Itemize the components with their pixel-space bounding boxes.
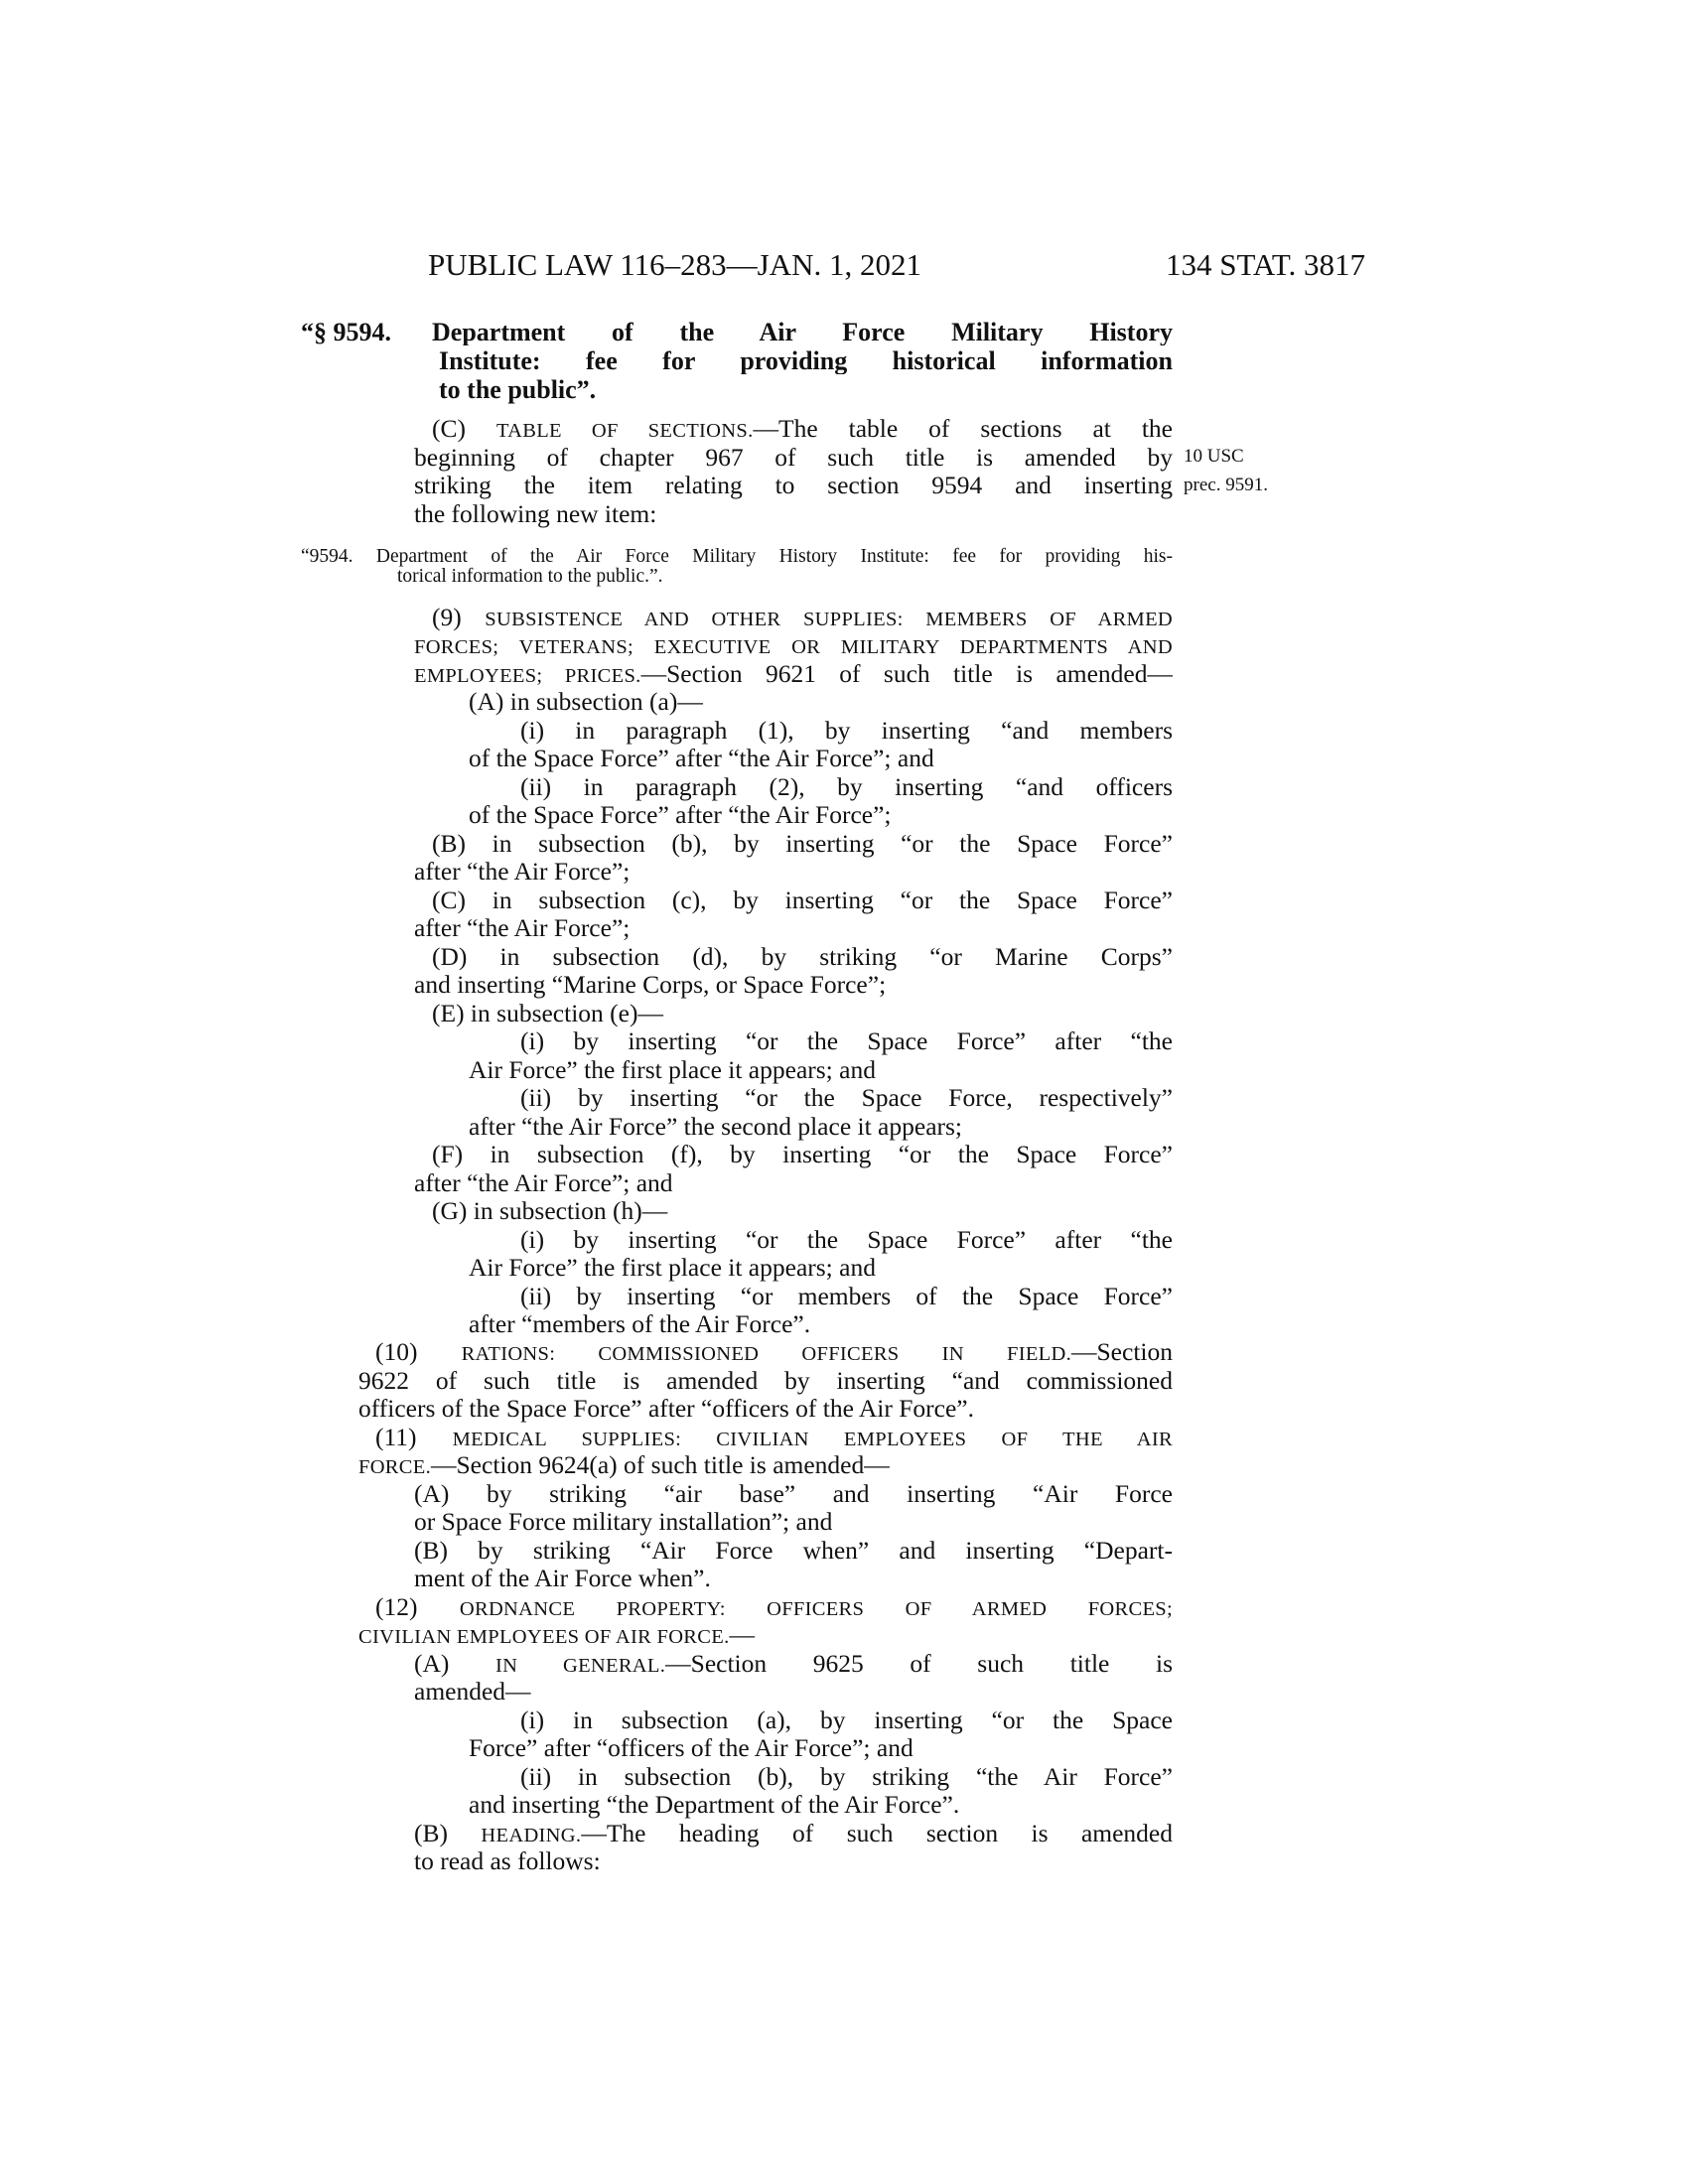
body-text-line (520, 1084, 1173, 1112)
body-text-line (414, 914, 1173, 942)
body-text-line (414, 1847, 1173, 1875)
body-text-line (414, 1650, 1173, 1678)
line-pre: Force” after “officers of the Air Force”; and (469, 1733, 914, 1763)
line-pre: amended— (414, 1677, 531, 1706)
body-text-line (432, 604, 1173, 631)
line-pre: (C) (432, 415, 496, 443)
line-pre: or Space Force military installation”; and (414, 1507, 833, 1537)
body-text-line (358, 1367, 1173, 1395)
line-pre: after “the Air Force”; (414, 913, 631, 943)
body-text-line (432, 1197, 1173, 1225)
line-sc: EMPLOYEES; PRICES. (414, 664, 641, 687)
line-sc: IN GENERAL. (495, 1654, 666, 1677)
line-sc: CIVILIAN EMPLOYEES OF AIR FORCE. (358, 1626, 730, 1649)
line-post: —Section 9625 of such title is (665, 1649, 1173, 1678)
body-text-line (520, 717, 1173, 745)
line-pre: Air Force” the first place it appears; and (469, 1253, 876, 1283)
body-text-line (358, 1451, 1173, 1479)
line-pre: Air Force” the first place it appears; and (469, 1054, 876, 1084)
line-post: —The heading of such section is amended (581, 1819, 1173, 1847)
table-of-sections-line (432, 415, 1173, 443)
body-text-line (469, 745, 1173, 772)
line-pre: after “the Air Force”; (414, 857, 631, 887)
body-text-line (414, 858, 1173, 886)
line-pre: (12) (375, 1592, 460, 1621)
section-heading-line: Institute: fee for providing historical information (439, 346, 1173, 374)
body-text-line (520, 1283, 1173, 1310)
body-text-line (432, 830, 1173, 858)
margin-note: 10 USC (1184, 446, 1244, 467)
line-pre: to read as follows: (414, 1846, 601, 1876)
line-pre: (9) (432, 604, 486, 631)
body-text-line (414, 631, 1173, 659)
page-number: 134 STAT. 3817 (1165, 247, 1365, 282)
line-pre: of the Space Force” after “the Air Force”; and (469, 744, 934, 773)
line-pre: (G) in subsection (h)— (432, 1196, 668, 1226)
table-item-line: “9594. Department of the Air Force Military History Institute: fee for providing his- (301, 547, 1173, 567)
body-text-line (414, 1537, 1173, 1565)
body-text-line (358, 1395, 1173, 1423)
body-text-line (375, 1593, 1173, 1621)
table-of-sections-line (414, 472, 1173, 499)
line-pre: ment of the Air Force when”. (414, 1564, 711, 1593)
line-pre: (F) in subsection (f), by inserting “or the Space Force” (432, 1141, 1173, 1169)
running-header-title: PUBLIC LAW 116–283—JAN. 1, 2021 (428, 247, 921, 282)
line-pre: the following new item: (414, 498, 657, 528)
body-text-line (469, 1791, 1173, 1819)
line-pre: (10) (375, 1338, 462, 1367)
line-pre: (ii) by inserting “or the Space Force, respectively” (520, 1084, 1173, 1113)
line-pre: beginning of chapter 967 of such title is amended by (414, 443, 1173, 472)
body-text-line (414, 660, 1173, 688)
body-text-line (520, 1706, 1173, 1734)
line-pre: (ii) by inserting “or members of the Space Force” (520, 1282, 1173, 1310)
line-pre: (C) in subsection (c), by inserting “or the Space Force” (432, 886, 1173, 914)
section-number: “§ 9594. (301, 318, 391, 346)
line-pre: of the Space Force” after “the Air Force”; (469, 800, 892, 830)
line-pre: (11) (375, 1423, 453, 1451)
line-pre: after “the Air Force”; and (414, 1167, 673, 1197)
body-text-line (432, 943, 1173, 971)
line-pre: (ii) in subsection (b), by striking “the Air Force” (520, 1762, 1173, 1791)
line-pre: (A) (414, 1649, 496, 1678)
line-post: —Section 9621 of such title is amended— (640, 659, 1173, 688)
body-text-line (469, 688, 1173, 716)
line-pre: after “members of the Air Force”. (469, 1309, 811, 1338)
line-sc: FORCES; VETERANS; EXECUTIVE OR MILITARY DEPARTMENTS AND (414, 636, 1173, 659)
body-text-line (469, 1056, 1173, 1084)
body-text-line (358, 1621, 1173, 1649)
body-text-line (414, 1480, 1173, 1508)
line-pre: (E) in subsection (e)— (432, 998, 663, 1027)
line-pre: (B) by striking “Air Force when” and inserting “Depart- (414, 1536, 1173, 1565)
body-text-line (432, 1000, 1173, 1027)
line-pre: and inserting “Marine Corps, or Space Force”; (414, 970, 887, 1000)
body-text-line (414, 1565, 1173, 1592)
line-pre: (i) by inserting “or the Space Force” after “the (520, 1027, 1173, 1056)
line-pre: 9622 of such title is amended by inserting “and commissioned (358, 1366, 1173, 1395)
body-text-line (469, 1254, 1173, 1282)
line-pre: (B) (414, 1819, 482, 1847)
body-text-line (375, 1338, 1173, 1366)
line-pre: (ii) in paragraph (2), by inserting “and officers (520, 772, 1173, 801)
line-post: — (729, 1620, 755, 1650)
table-of-sections-line (414, 444, 1173, 472)
body-text-line (520, 773, 1173, 801)
body-text-line (469, 1310, 1173, 1338)
margin-note: prec. 9591. (1184, 475, 1268, 495)
line-post: —Section 9624(a) of such title is amended— (431, 1450, 890, 1480)
body-text-line (432, 887, 1173, 914)
line-pre: (D) in subsection (d), by striking “or Marine Corps” (432, 942, 1173, 971)
line-post: —Section (1071, 1338, 1173, 1367)
line-sc: HEADING. (481, 1824, 582, 1846)
body-text-line (520, 1027, 1173, 1055)
body-text-line (414, 1678, 1173, 1706)
body-text-line (414, 1508, 1173, 1536)
line-pre: (i) in paragraph (1), by inserting “and members (520, 716, 1173, 745)
line-pre: officers of the Space Force” after “officers of the Air Force”. (358, 1394, 974, 1424)
line-sc: FORCE. (358, 1456, 431, 1479)
body-text-line (414, 1820, 1173, 1847)
line-sc: MEDICAL SUPPLIES: CIVILIAN EMPLOYEES OF THE AIR (452, 1428, 1173, 1450)
line-pre: after “the Air Force” the second place it appears; (469, 1111, 963, 1141)
line-sc: TABLE OF SECTIONS. (495, 420, 754, 442)
body-text-line (432, 1141, 1173, 1168)
body-text-line (414, 971, 1173, 999)
line-pre: (i) in subsection (a), by inserting “or the Space (520, 1706, 1173, 1734)
body-text-line (414, 1169, 1173, 1197)
body-text-line (520, 1226, 1173, 1254)
body-text-line (375, 1424, 1173, 1451)
body-text-line (469, 801, 1173, 829)
line-pre: (A) in subsection (a)— (469, 687, 703, 717)
body-text-line (469, 1734, 1173, 1762)
line-pre: (B) in subsection (b), by inserting “or the Space Force” (432, 829, 1173, 858)
table-item-line: torical information to the public.”. (397, 566, 663, 587)
body-text-line (469, 1113, 1173, 1141)
line-post: —The table of sections at the (753, 415, 1173, 443)
line-pre: (A) by striking “air base” and inserting “Air Force (414, 1479, 1173, 1508)
line-sc: RATIONS: COMMISSIONED OFFICERS IN FIELD. (461, 1343, 1071, 1366)
line-sc: SUBSISTENCE AND OTHER SUPPLIES: MEMBERS OF ARMED (485, 609, 1173, 630)
line-pre: (i) by inserting “or the Space Force” after “the (520, 1225, 1173, 1254)
body-text-line (520, 1763, 1173, 1791)
line-pre: striking the item relating to section 9594 and inserting (414, 472, 1173, 500)
section-heading-line: to the public”. (439, 375, 597, 404)
table-of-sections-line (414, 500, 1173, 528)
section-heading-line: Department of the Air Force Military History (432, 318, 1173, 345)
line-pre: and inserting “the Department of the Air Force”. (469, 1790, 960, 1820)
line-sc: ORDNANCE PROPERTY: OFFICERS OF ARMED FORCES; (459, 1597, 1173, 1620)
